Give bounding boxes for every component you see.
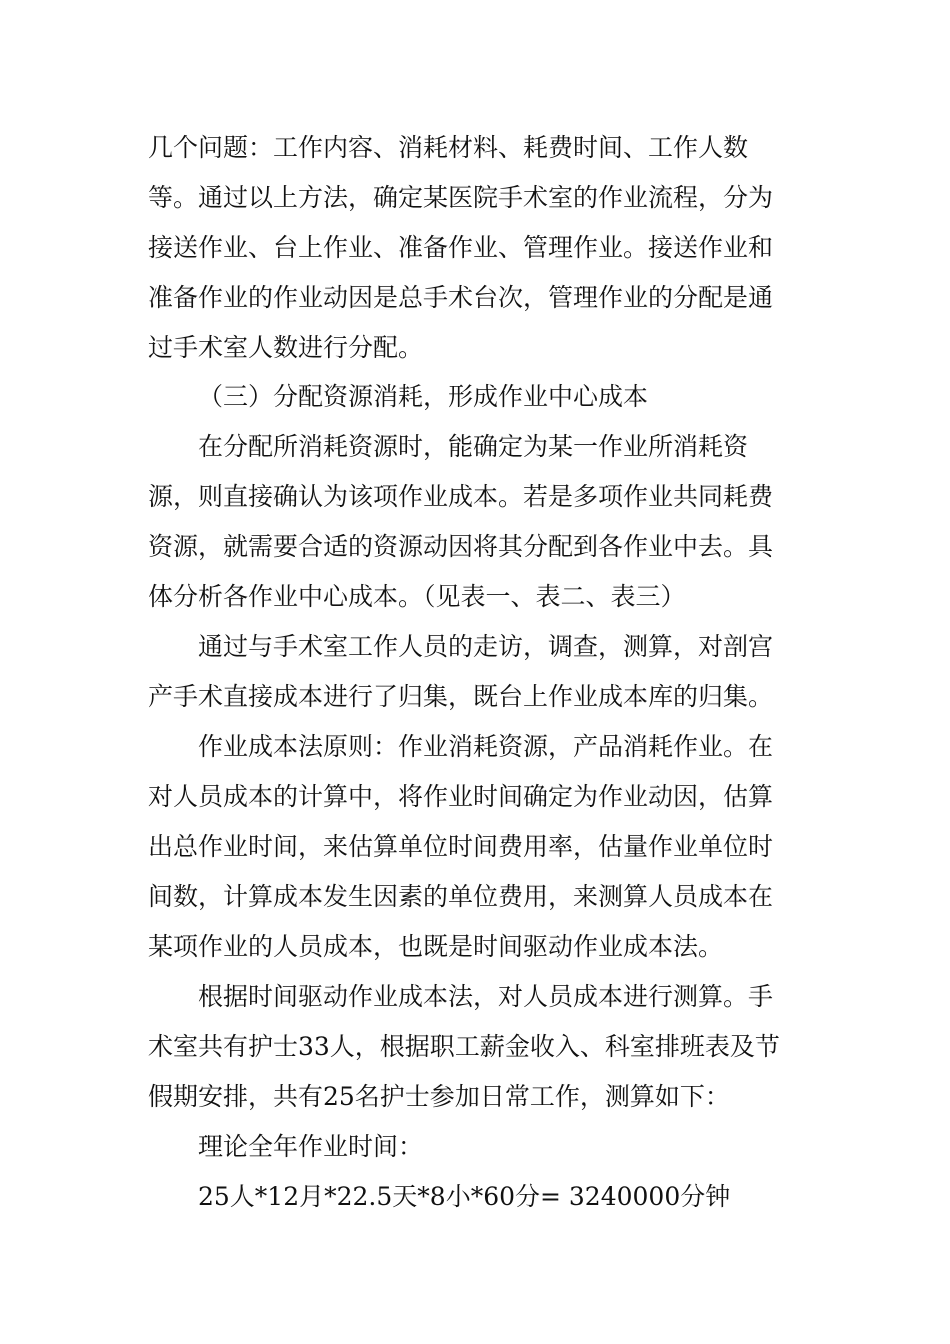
body-text-line: 几个问题：工作内容、消耗材料、耗费时间、工作人数 xyxy=(148,133,749,162)
body-text-line: 等。通过以上方法，确定某医院手术室的作业流程，分为 xyxy=(148,183,774,212)
body-text-line: 假期安排，共有25名护士参加日常工作，测算如下： xyxy=(148,1082,730,1111)
body-text-line: 出总作业时间，来估算单位时间费用率，估量作业单位时 xyxy=(148,832,774,861)
body-text-line: 对人员成本的计算中，将作业时间确定为作业动因，估算 xyxy=(148,782,774,811)
body-text-line: 源，则直接确认为该项作业成本。若是多项作业共同耗费 xyxy=(148,482,774,511)
body-text-line: 在分配所消耗资源时，能确定为某一作业所消耗资 xyxy=(198,432,749,461)
body-text-line: 接送作业、台上作业、准备作业、管理作业。接送作业和 xyxy=(148,233,774,262)
body-text-line: 根据时间驱动作业成本法，对人员成本进行测算。手 xyxy=(198,982,774,1011)
formula-line: 25人*12月*22.5天*8小*60分= 3240000分钟 xyxy=(198,1182,731,1211)
body-text-line: 通过与手术室工作人员的走访，调查，测算，对剖宫 xyxy=(198,632,774,661)
body-text-line: 术室共有护士33人，根据职工薪金收入、科室排班表及节 xyxy=(148,1032,780,1061)
body-text-line: 体分析各作业中心成本。（见表一、表二、表三） xyxy=(148,582,686,611)
body-text-line: 某项作业的人员成本，也既是时间驱动作业成本法。 xyxy=(148,932,724,961)
section-heading: （三）分配资源消耗，形成作业中心成本 xyxy=(198,382,649,411)
body-text-line: 准备作业的作业动因是总手术台次，管理作业的分配是通 xyxy=(148,283,774,312)
body-text-line: 理论全年作业时间： xyxy=(198,1132,424,1161)
body-text-line: 产手术直接成本进行了归集，既台上作业成本库的归集。 xyxy=(148,682,774,711)
body-text-line: 作业成本法原则：作业消耗资源，产品消耗作业。在 xyxy=(198,732,774,761)
body-text-line: 过手术室人数进行分配。 xyxy=(148,333,424,362)
body-text-line: 资源，就需要合适的资源动因将其分配到各作业中去。具 xyxy=(148,532,774,561)
body-text-line: 间数，计算成本发生因素的单位费用，来测算人员成本在 xyxy=(148,882,774,911)
